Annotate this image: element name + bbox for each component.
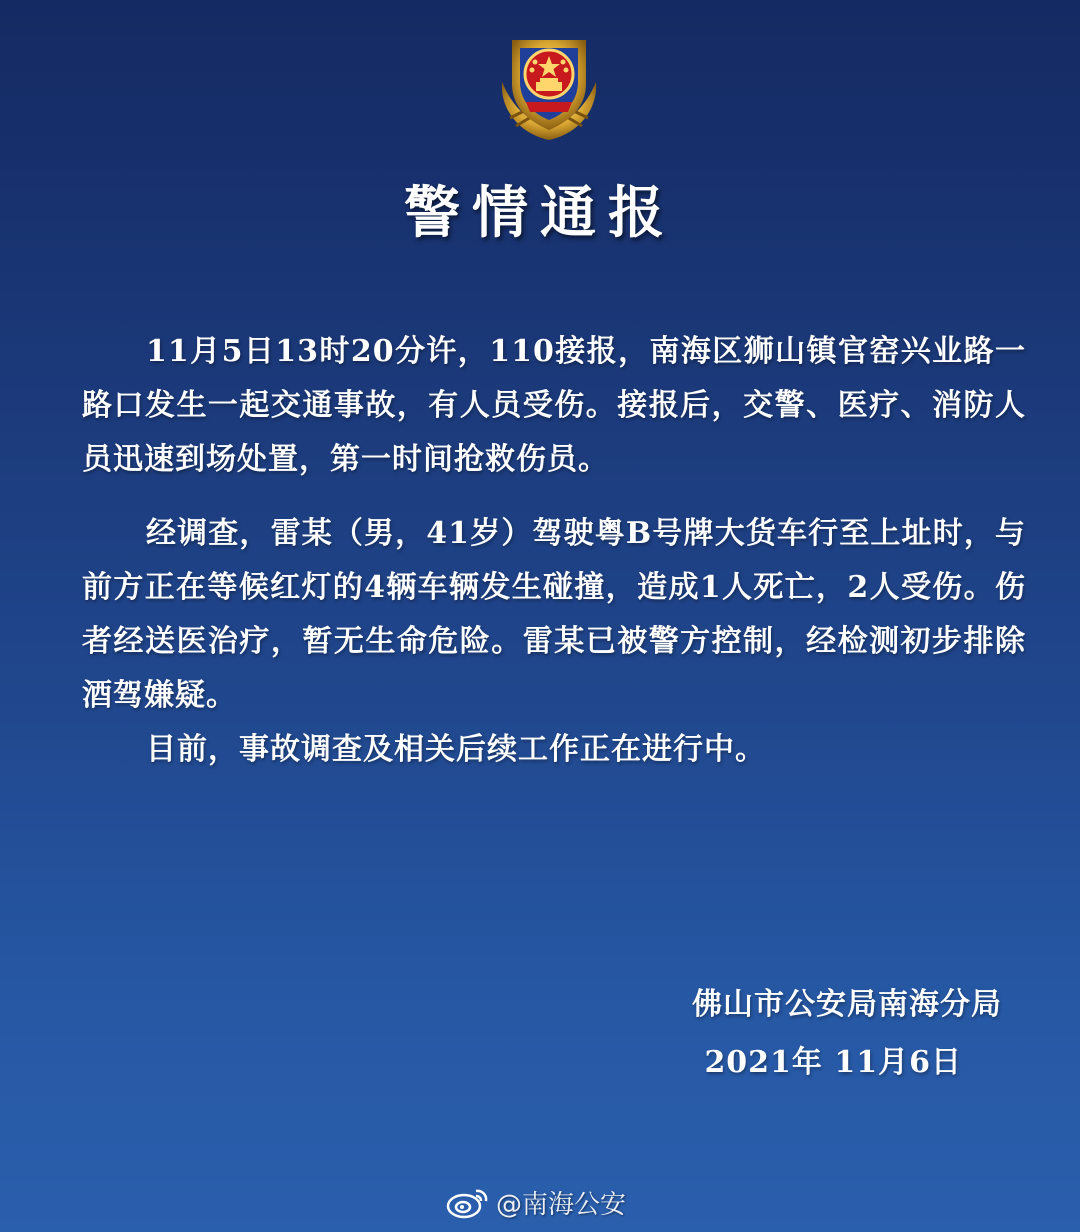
police-emblem-icon <box>490 22 608 142</box>
notice-paragraph-3: 目前，事故调查及相关后续工作正在进行中。 <box>146 732 766 767</box>
weibo-watermark <box>446 1182 626 1222</box>
notice-paragraph-1: 11月5日13时20分许，110接报，南海区狮山镇官窑兴业路一路口发生一起交通事故，有人员受伤。接报后，交警、医疗、消防人员迅速到场处置，第一时间抢救伤员。 <box>82 334 1026 477</box>
signature-organization: 佛山市公安局南海分局 <box>692 987 1002 1022</box>
weibo-handle: @南海公安 <box>496 1189 627 1220</box>
notice-title: 警情通报 <box>404 181 676 246</box>
signature-date: 2021年 11月6日 <box>704 1045 962 1080</box>
notice-paragraph-2: 经调查，雷某（男，41岁）驾驶粤B号牌大货车行至上址时，与前方正在等候红灯的4辆车辆发生碰撞，造成1人死亡，2人受伤。伤者经送医治疗，暂无生命危险。雷某已被警方控制，经检测初步排除酒驾嫌疑。 <box>82 516 1026 713</box>
notice-body <box>82 325 1026 777</box>
weibo-icon <box>446 1185 490 1219</box>
